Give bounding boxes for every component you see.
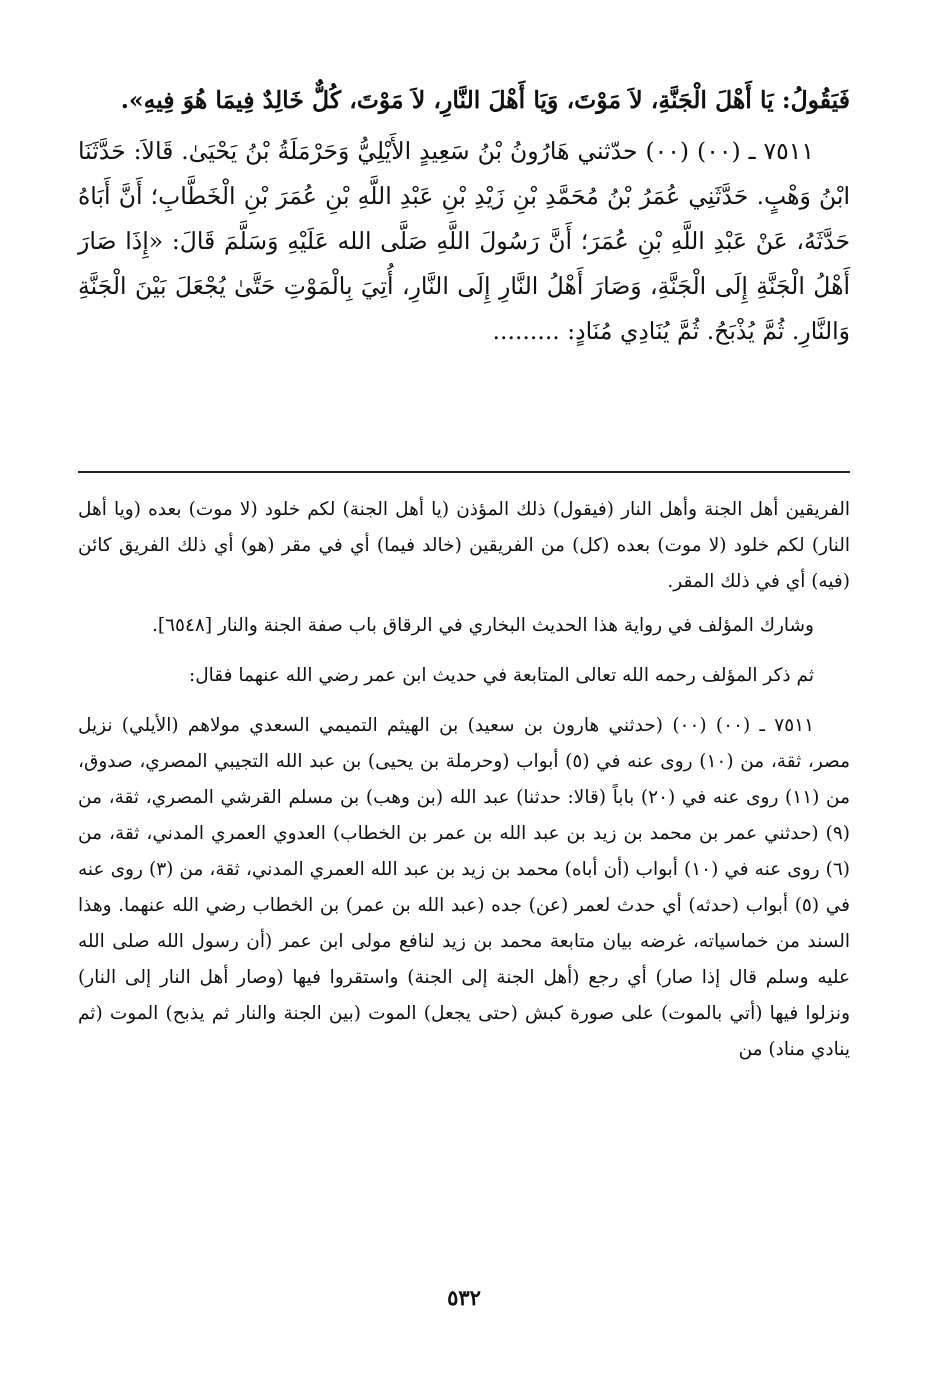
commentary-paragraph-3: ثم ذكر المؤلف رحمه الله تعالى المتابعة في حديث ابن عمر رضي الله عنهما فقال: — [188, 665, 814, 686]
book-page — [78, 0, 850, 1379]
commentary-paragraph-4: ٧٥١١ ـ (٠٠) (٠٠) (حدثني هارون بن سعيد) بن الهيثم التميمي السعدي مولاهم (الأيلي) نزيل مصر، ثقة، من (١٠) روى عنه في (٥) أبواب (وحرملة بن يحيى) بن عبد الله التجيبي المصري، صدوق، من (١١) روى عنه في (٢٠) باباً (قالا: حدثنا) عبد الله (بن وهب) بن مسلم القرشي المصري، ثقة، من (٩) (حدثني عمر بن محمد بن زيد بن عبد الله بن عمر بن الخطاب) العدوي العمري المدني، ثقة، من (٦) روى عنه في (١٠) أبواب (أن أباه) محمد بن زيد بن عبد الله العمري المدني، ثقة، من (٣) روى عنه في (٥) أبواب (حدثه) أي حدث لعمر (عن) جده (عبد الله بن عمر) بن الخطاب رضي الله عنهما. وهذا السند من خماسياته، غرضه بيان متابعة محمد بن زيد لنافع مولى ابن عمر (أن رسول الله صلى الله عليه وسلم قال إذا صار) أي رجع (أهل الجنة إلى الجنة) واستقروا فيها (وصار أهل النار إلى النار) ونزلوا فيها (أتي بالموت) على صورة كبش (حتى يجعل) الموت (بين الجنة والنار ثم يذبح) الموت (ثم ينادي مناد) من — [78, 715, 851, 1060]
page-number: ٥٣٢ — [447, 1285, 481, 1310]
footnote-separator — [78, 471, 850, 473]
commentary-paragraph-1: الفريقين أهل الجنة وأهل النار (فيقول) ذلك المؤذن (يا أهل الجنة) لكم خلود (لا موت) بعده (ويا أهل النار) لكم خلود (لا موت) بعده (كل) من الفريقين (خالد فيما) أي في مقر (هو) أي ذلك الفريق كائن (فيه) أي في ذلك المقر. — [78, 499, 850, 592]
hadith-7511-paragraph: ٧٥١١ ـ (٠٠) (٠٠) حدّثني هَارُونُ بْنُ سَعِيدٍ الأَيْلِيُّ وَحَرْمَلَةُ بْنُ يَحْيَىٰ. قَالاَ: حَدَّثَنَا ابْنُ وَهْبٍ. حَدَّثَنِي عُمَرُ بْنُ مُحَمَّدِ بْنِ زَيْدِ بْنِ عَبْدِ اللَّهِ بْنِ عُمَرَ بْنِ الْخَطَّابِ؛ أَنَّ أَبَاهُ حَدَّثَهُ، عَنْ عَبْدِ اللَّهِ بْنِ عُمَرَ؛ أَنَّ رَسُولَ اللَّهِ صَلَّى الله عَلَيْهِ وَسَلَّمَ قَالَ: «إِذَا صَارَ أَهْلُ الْجَنَّةِ إِلَى الْجَنَّةِ، وَصَارَ أَهْلُ النَّارِ إِلَى النَّارِ، أُتِيَ بِالْمَوْتِ حَتَّىٰ يُجْعَلَ بَيْنَ الْجَنَّةِ وَالنَّارِ. ثُمَّ يُذْبَحُ. ثُمَّ يُنَادِي مُنَادٍ: ......... — [78, 137, 850, 345]
commentary-paragraph-2: وشارك المؤلف في رواية هذا الحديث البخاري في الرقاق باب صفة الجنة والنار [٦٥٤٨]. — [152, 615, 814, 636]
hadith-text-block — [78, 78, 850, 354]
commentary-block — [78, 492, 850, 1068]
hadith-end-paragraph: فَيَقُولُ: يَا أَهْلَ الْجَنَّةِ، لاَ مَوْتَ، وَيَا أَهْلَ النَّارِ، لاَ مَوْتَ، كُلٌّ خَالِدٌ فِيمَا هُوَ فِيهِ». — [120, 86, 850, 114]
